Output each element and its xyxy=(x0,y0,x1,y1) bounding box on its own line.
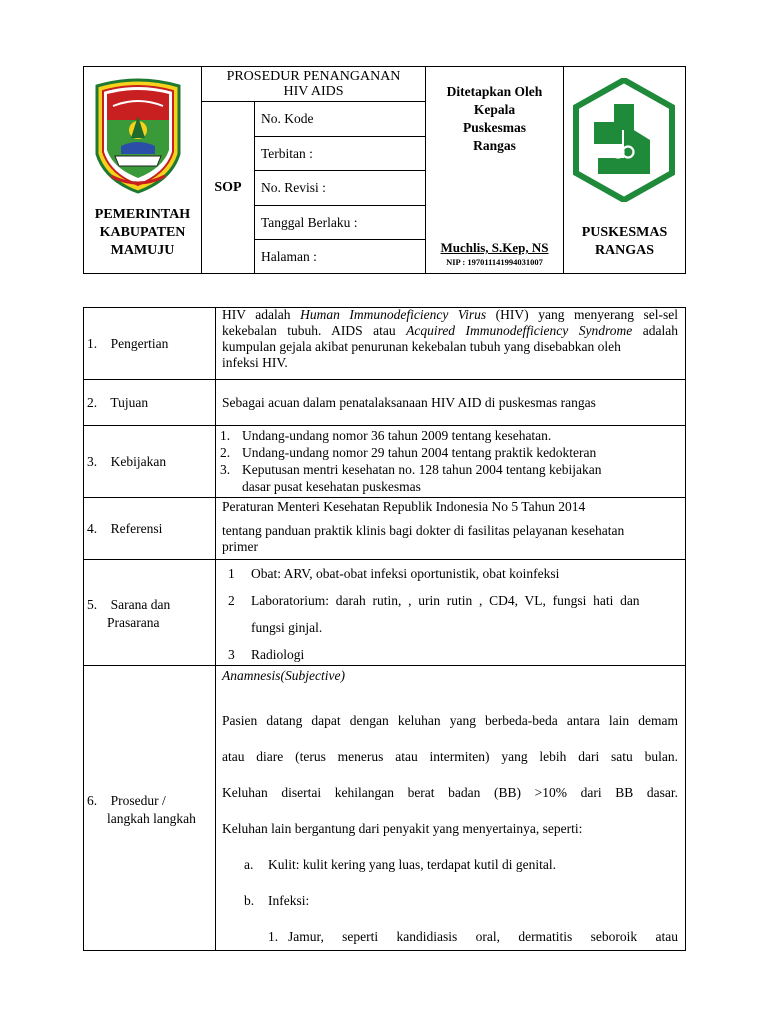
row-label-referensi: 4. Referensi xyxy=(87,520,163,536)
list-text: Jamur, seperti kandidiasis oral, dermatitis seboroik atau xyxy=(288,929,678,944)
list-item xyxy=(220,461,680,478)
list-number: 3 xyxy=(228,647,235,662)
text-span: kekebalan tubuh. AIDS atau xyxy=(222,323,407,338)
approval-line-1: Ditetapkan Oleh xyxy=(446,84,543,99)
list-text: Undang-undang nomor 29 tahun 2004 tentang praktik kedokteran xyxy=(242,445,597,460)
list-number: 2 xyxy=(228,593,235,608)
row-label-prosedur xyxy=(87,792,196,828)
right-org-line-1: PUSKESMAS xyxy=(581,225,668,240)
anamnesis-paragraph xyxy=(222,703,678,955)
kabupaten-mamuju-logo-icon xyxy=(91,76,185,194)
list-number: 1 xyxy=(228,566,235,581)
list-number: 1. xyxy=(268,929,279,944)
row-label-kebijakan: 3. Kebijakan xyxy=(87,453,167,469)
list-text: fungsi ginjal. xyxy=(251,620,323,635)
list-item xyxy=(228,614,676,641)
list-item xyxy=(222,847,678,883)
list-number: 3. xyxy=(220,462,231,477)
pengertian-line-3: kumpulan gejala akibat penurunan kekebalan tubuh yang disebabkan oleh xyxy=(222,339,621,354)
text-span: HIV adalah xyxy=(222,307,301,322)
sub-list-item xyxy=(222,919,678,955)
row-content-referensi xyxy=(222,498,680,555)
list-number: 1. xyxy=(220,428,231,443)
row-label-tujuan: 2. Tujuan xyxy=(87,394,149,410)
text-span: adalah xyxy=(632,323,678,338)
list-continuation: dasar pusat kesehatan puskesmas xyxy=(242,479,421,494)
list-item xyxy=(222,883,678,919)
pengertian-line-2 xyxy=(222,323,678,339)
right-org-name xyxy=(564,222,685,262)
field-terbitan: Terbitan : xyxy=(261,145,313,161)
left-org-line-1: PEMERINTAH xyxy=(94,207,191,222)
list-letter: b. xyxy=(244,893,255,908)
paragraph-line-2: atau diare (terus menerus atau intermiten) yang lebih dari satu bulan. xyxy=(222,749,678,764)
list-item xyxy=(220,427,680,444)
right-org-line-2: RANGAS xyxy=(594,243,655,258)
pengertian-line-4: infeksi HIV. xyxy=(222,355,288,370)
paragraph-line-1: Pasien datang dapat dengan keluhan yang berbeda-beda antara lain demam xyxy=(222,713,678,728)
label-line: 5. Sarana dan xyxy=(87,597,171,612)
paragraph-line-3: Keluhan disertai kehilangan berat badan (BB) >10% dari BB dasar. xyxy=(222,785,678,800)
field-no-kode: No. Kode xyxy=(261,111,314,126)
list-item xyxy=(220,444,680,461)
left-org-name xyxy=(84,204,201,262)
list-item xyxy=(228,641,676,668)
approval-line-3: Puskesmas xyxy=(462,120,526,135)
list-item xyxy=(228,587,676,614)
referensi-line-3: primer xyxy=(222,539,258,554)
label-line: Prasarana xyxy=(107,615,160,630)
title-line-1: PROSEDUR PENANGANAN xyxy=(226,68,401,84)
left-org-line-3: MAMUJU xyxy=(110,243,175,258)
list-text: Laboratorium: darah rutin, , urin rutin , CD4, VL, fungsi hati dan xyxy=(251,593,640,608)
aids-term: Acquired Immunodefficiency Syndrome xyxy=(406,323,633,338)
document-title xyxy=(202,66,425,101)
label-line: langkah langkah xyxy=(107,811,196,826)
list-text: Infeksi: xyxy=(268,893,310,908)
list-item xyxy=(228,560,676,587)
field-no-revisi: No. Revisi : xyxy=(261,180,326,195)
list-text: Keputusan mentri kesehatan no. 128 tahun 2004 tentang kebijakan xyxy=(242,462,602,477)
row-content-tujuan: Sebagai acuan dalam penatalaksanaan HIV AID di puskesmas rangas xyxy=(222,394,596,410)
text-span: (HIV) yang menyerang sel-sel xyxy=(486,307,678,322)
list-number: 2. xyxy=(220,445,231,460)
approval-block xyxy=(426,83,563,155)
signer-nip: NIP : 197011141994031007 xyxy=(446,257,543,267)
row-label-sarana xyxy=(87,596,170,632)
list-text: Kulit: kulit kering yang luas, terdapat kutil di genital. xyxy=(268,857,556,872)
approval-line-4: Rangas xyxy=(473,138,516,153)
referensi-line-2: tentang panduan praktik klinis bagi dokter di fasilitas pelayanan kesehatan xyxy=(222,523,625,538)
row-content-sarana xyxy=(228,560,676,668)
row-content-pengertian xyxy=(222,307,678,371)
row-content-prosedur xyxy=(222,666,678,955)
label-line: 6. Prosedur / xyxy=(87,793,166,808)
approval-line-2: Kepala xyxy=(473,102,516,117)
title-line-2: HIV AIDS xyxy=(283,83,344,99)
row-label-pengertian: 1. Pengertian xyxy=(87,335,169,351)
sop-label: SOP xyxy=(214,180,242,195)
anamnesis-heading: Anamnesis(Subjective) xyxy=(222,668,345,683)
signer-name: Muchlis, S.Kep, NS xyxy=(440,240,549,255)
row-content-kebijakan xyxy=(220,427,680,495)
pengertian-line-1 xyxy=(222,307,678,323)
list-letter: a. xyxy=(244,857,254,872)
list-text: Undang-undang nomor 36 tahun 2009 tentang kesehatan. xyxy=(242,428,552,443)
paragraph-line-4: Keluhan lain bergantung dari penyakit yang menyertainya, seperti: xyxy=(222,821,583,836)
list-text: Obat: ARV, obat-obat infeksi oportunistik, obat koinfeksi xyxy=(251,566,560,581)
list-text: Radiologi xyxy=(251,647,305,662)
field-tanggal-berlaku: Tanggal Berlaku : xyxy=(261,214,358,230)
field-halaman: Halaman : xyxy=(261,248,317,264)
referensi-line-1: Peraturan Menteri Kesehatan Republik Indonesia No 5 Tahun 2014 xyxy=(222,499,586,514)
left-org-line-2: KABUPATEN xyxy=(99,225,186,240)
puskesmas-logo-icon xyxy=(572,78,676,202)
hiv-term: Human Immunodeficiency Virus xyxy=(300,307,487,322)
